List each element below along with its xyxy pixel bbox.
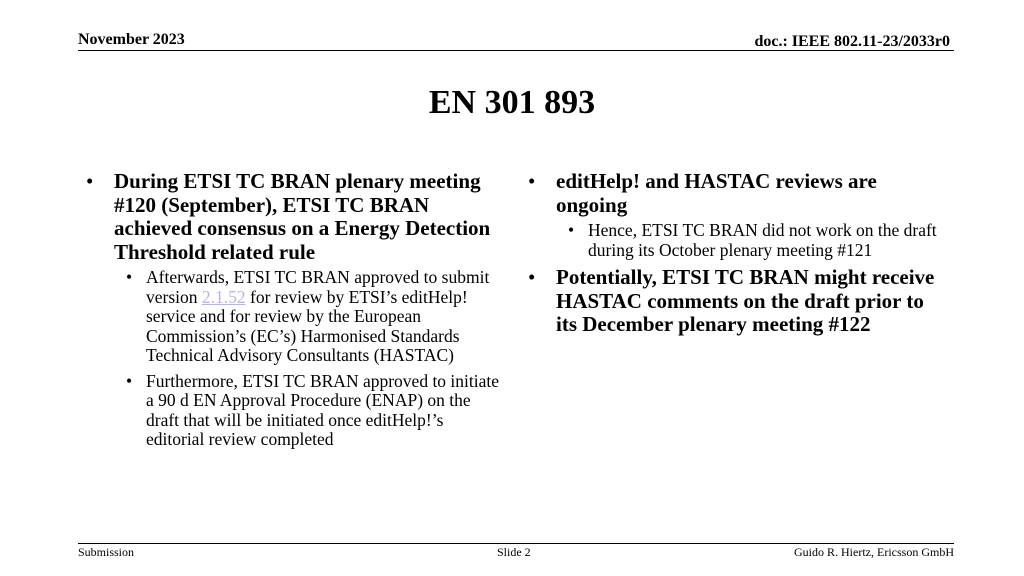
slide-title: EN 301 893 (428, 84, 596, 121)
footer-divider (78, 543, 954, 544)
bullet-glyph: • (86, 169, 94, 193)
bullet-glyph: • (528, 169, 536, 193)
bullet-text: editHelp! and HASTAC reviews are ongoing (556, 169, 877, 217)
sub-bullet-list (556, 221, 946, 260)
bullet-text: Potentially, ETSI TC BRAN might receive HASTAC comments on the draft prior to its December plenary meeting #122 (556, 265, 935, 336)
sub-bullet-glyph: • (126, 370, 133, 391)
right-column (526, 170, 946, 341)
header-divider (78, 50, 954, 51)
footer-slide-number: Slide 2 (497, 545, 531, 559)
sub-bullet-item (114, 268, 504, 366)
sub-bullet-item (556, 221, 946, 260)
sub-bullet-text-pre: Afterwards, ETSI TC BRAN approved to submit version (146, 267, 490, 307)
header-date: November 2023 (78, 31, 185, 48)
footer-author: Guido R. Hiertz, Ericsson GmbH (794, 545, 954, 559)
sub-bullet-text-post: for review by ETSI’s editHelp! service and for review by the European Commission’s (EC’s) Harmonised Standards Technical Advisory Consultants (HASTAC) (146, 286, 468, 365)
bullet-item (526, 266, 946, 337)
left-column (84, 170, 504, 456)
sub-bullet-list (114, 268, 504, 450)
bullet-text: During ETSI TC BRAN plenary meeting #120 (September), ETSI TC BRAN achieved consensus on a Energy Detection Threshold related rule (114, 169, 491, 264)
sub-bullet-text: Furthermore, ETSI TC BRAN approved to initiate a 90 d EN Approval Procedure (ENAP) on the draft that will be initiated once editHelp!’s editorial review completed (146, 370, 500, 449)
bullet-item (84, 170, 504, 450)
version-link[interactable]: 2.1.52 (201, 286, 246, 307)
sub-bullet-item (114, 372, 504, 450)
bullet-item (526, 170, 946, 260)
sub-bullet-glyph: • (568, 220, 575, 240)
header-doc-id: doc.: IEEE 802.11-23/2033r0 (754, 33, 950, 50)
sub-bullet-text: Hence, ETSI TC BRAN did not work on the draft during its October plenary meeting #121 (588, 220, 937, 260)
sub-bullet-glyph: • (126, 267, 133, 287)
bullet-glyph: • (528, 265, 536, 289)
footer-submission: Submission (78, 545, 135, 559)
